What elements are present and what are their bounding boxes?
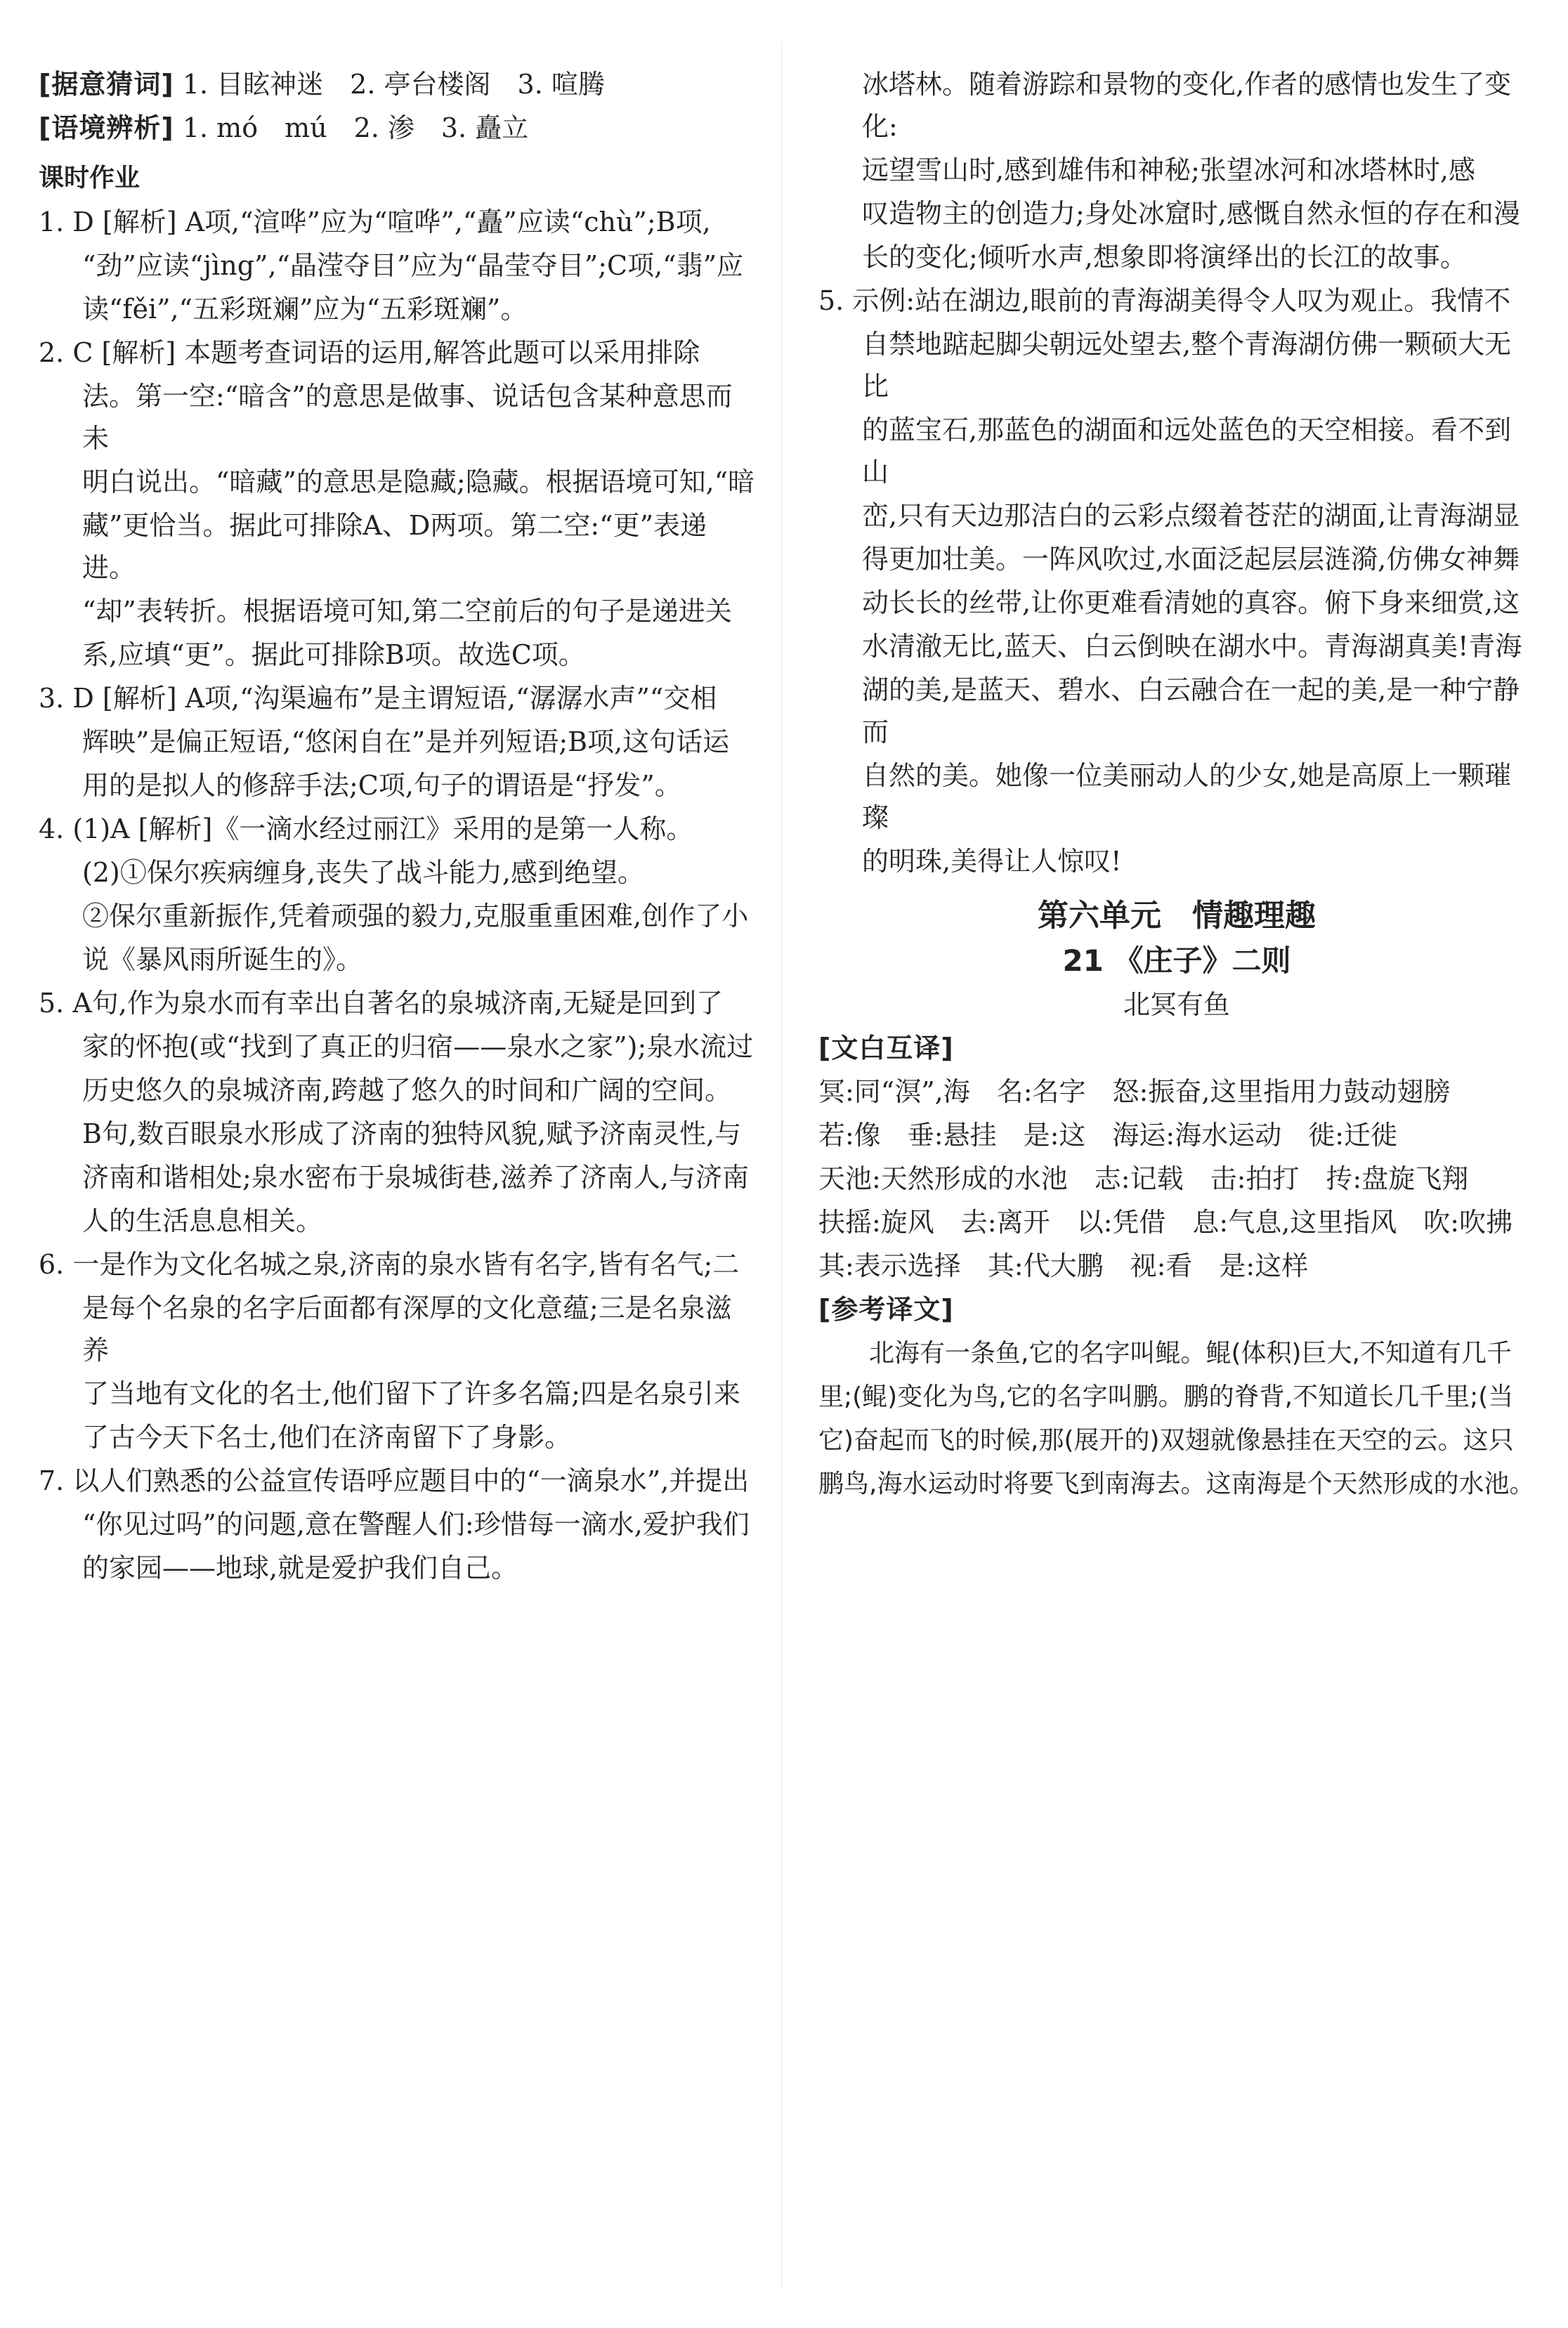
q2-a: 2. C [解析] 本题考查词语的运用,解答此题可以采用排除 xyxy=(39,337,700,368)
left-column xyxy=(39,63,755,1590)
translation-vocab-label: [文白互译] xyxy=(818,1033,954,1064)
q4-d: 说《暴风雨所诞生的》。 xyxy=(82,944,363,975)
q6-d: 了古今天下名士,他们在济南留下了身影。 xyxy=(82,1422,572,1453)
unit-heading: 第六单元 情趣理趣 xyxy=(1038,898,1316,934)
q6-b: 是每个名泉的名字后面都有深厚的文化意蕴;三是名泉滋养 xyxy=(82,1293,732,1366)
q6-a: 6. 一是作为文化名城之泉,济南的泉水皆有名字,皆有名气;二 xyxy=(39,1249,740,1280)
q5-e: 济南和谐相处;泉水密布于泉城街巷,滋养了济南人,与济南 xyxy=(82,1162,749,1193)
q5-f: 人的生活息息相关。 xyxy=(82,1205,323,1236)
r-line-14: 的明珠,美得让人惊叹! xyxy=(862,846,1122,877)
q1-a: 1. D [解析] A项,“渲哗”应为“喧哗”,“矗”应读“chù”;B项, xyxy=(39,207,711,237)
r-line-8: 峦,只有天边那洁白的云彩点缀着苍茫的湖面,让青海湖显 xyxy=(862,500,1520,531)
r-line-3: 叹造物主的创造力;身处冰窟时,感慨自然永恒的存在和漫 xyxy=(862,198,1520,229)
q2-d: 藏”更恰当。据此可排除A、D两项。第二空:“更”表递进。 xyxy=(82,510,707,583)
subsection-title: 北冥有鱼 xyxy=(1123,989,1230,1020)
homework-heading: 课时作业 xyxy=(39,164,141,192)
vocab-line-4: 扶摇:旋风 去:离开 以:凭借 息:气息,这里指风 吹:吹拂 xyxy=(818,1207,1513,1238)
q5-d: B句,数百眼泉水形成了济南的独特风貌,赋予济南灵性,与 xyxy=(82,1118,742,1149)
guess-words-line xyxy=(39,63,755,105)
vocab-line-1: 冥:同“溟”,海 名:名字 怒:振奋,这里指用力鼓动翅膀 xyxy=(818,1076,1451,1107)
r-line-6: 自禁地踮起脚尖朝远处望去,整个青海湖仿佛一颗硕大无比 xyxy=(862,329,1512,402)
q1-b: “劲”应读“jìng”,“晶滢夺目”应为“晶莹夺目”;C项,“翡”应 xyxy=(82,250,744,281)
q3-b: 辉映”是偏正短语,“悠闲自在”是并列短语;B项,这句话运 xyxy=(82,726,730,757)
context-label: [语境辨析] xyxy=(39,112,174,143)
q5-a: 5. A句,作为泉水而有幸出自著名的泉城济南,无疑是回到了 xyxy=(39,988,723,1019)
r-line-5: 5. 示例:站在湖边,眼前的青海湖美得令人叹为观止。我情不 xyxy=(818,285,1511,316)
vocab-line-3: 天池:天然形成的水池 志:记载 击:拍打 抟:盘旋飞翔 xyxy=(818,1163,1469,1194)
q3-a: 3. D [解析] A项,“沟渠遍布”是主谓短语,“潺潺水声”“交相 xyxy=(39,683,717,714)
r-line-2: 远望雪山时,感到雄伟和神秘;张望冰河和冰塔林时,感 xyxy=(862,155,1475,185)
lesson-title: 21 《庄子》二则 xyxy=(1062,943,1291,978)
vocab-line-2: 若:像 垂:悬挂 是:这 海运:海水运动 徙:迁徙 xyxy=(818,1120,1398,1151)
q2-e: “却”表转折。根据语境可知,第二空前后的句子是递进关 xyxy=(82,596,732,627)
q4-a: 4. (1)A [解析]《一滴水经过丽江》采用的是第一人称。 xyxy=(39,813,693,844)
q4-b: (2)①保尔疾病缠身,丧失了战斗能力,感到绝望。 xyxy=(82,857,644,888)
r-line-7: 的蓝宝石,那蓝色的湖面和远处蓝色的天空相接。看不到山 xyxy=(862,414,1512,488)
r-line-1: 冰塔林。随着游踪和景物的变化,作者的感情也发生了变化: xyxy=(862,69,1512,142)
reference-translation-label: [参考译文] xyxy=(818,1294,954,1325)
r-line-11: 水清澈无比,蓝天、白云倒映在湖水中。青海湖真美!青海 xyxy=(862,631,1522,662)
right-column xyxy=(818,63,1535,1508)
q2-b: 法。第一空:“暗含”的意思是做事、说话包含某种意思而未 xyxy=(82,381,733,454)
vocab-line-5: 其:表示选择 其:代大鹏 视:看 是:这样 xyxy=(818,1250,1309,1281)
r-line-10: 动长长的丝带,让你更难看清她的真容。俯下身来细赏,这 xyxy=(862,587,1520,618)
q7-c: 的家园——地球,就是爱护我们自己。 xyxy=(82,1552,518,1583)
q4-c: ②保尔重新振作,凭着顽强的毅力,克服重重困难,创作了小 xyxy=(82,901,749,931)
q2-c: 明白说出。“暗藏”的意思是隐藏;隐藏。根据语境可知,“暗 xyxy=(82,466,755,497)
column-divider xyxy=(781,42,782,2290)
r-line-9: 得更加壮美。一阵风吹过,水面泛起层层涟漪,仿佛女神舞 xyxy=(862,544,1520,575)
translation-paragraph: 北海有一条鱼,它的名字叫鲲。鲲(体积)巨大,不知道有几千里;(鲲)变化为鸟,它的名字叫鹏。鹏的脊背,不知道长几千里;(当它)奋起而飞的时候,那(展开的)双翅就像悬挂在天空的云。这只鹏鸟,海水运动时将要飞到南海去。这南海是个天然形成的水池。 xyxy=(818,1339,1535,1498)
context-text: 1. mó mú 2. 渗 3. 矗立 xyxy=(182,112,529,143)
q6-c: 了当地有文化的名士,他们留下了许多名篇;四是名泉引来 xyxy=(82,1378,740,1409)
q7-b: “你见过吗”的问题,意在警醒人们:珍惜每一滴水,爱护我们 xyxy=(82,1509,750,1540)
r-line-12: 湖的美,是蓝天、碧水、白云融合在一起的美,是一种宁静而 xyxy=(862,674,1520,747)
guess-words-text: 1. 目眩神迷 2. 亭台楼阁 3. 喧腾 xyxy=(182,69,605,100)
q3-c: 用的是拟人的修辞手法;C项,句子的谓语是“抒发”。 xyxy=(82,770,681,801)
q7-a: 7. 以人们熟悉的公益宣传语呼应题目中的“一滴泉水”,并提出 xyxy=(39,1465,750,1496)
q5-b: 家的怀抱(或“找到了真正的归宿——泉水之家”);泉水流过 xyxy=(82,1031,754,1062)
guess-words-label: [据意猜词] xyxy=(39,69,174,100)
q5-c: 历史悠久的泉城济南,跨越了悠久的时间和广阔的空间。 xyxy=(82,1075,732,1106)
q2-f: 系,应填“更”。据此可排除B项。故选C项。 xyxy=(82,639,585,670)
r-line-13: 自然的美。她像一位美丽动人的少女,她是高原上一颗璀璨 xyxy=(862,760,1512,833)
r-line-4: 长的变化;倾听水声,想象即将演绎出的长江的故事。 xyxy=(862,242,1467,273)
context-line xyxy=(39,107,755,149)
q1-c: 读“fěi”,“五彩斑斓”应为“五彩斑斓”。 xyxy=(82,294,528,325)
